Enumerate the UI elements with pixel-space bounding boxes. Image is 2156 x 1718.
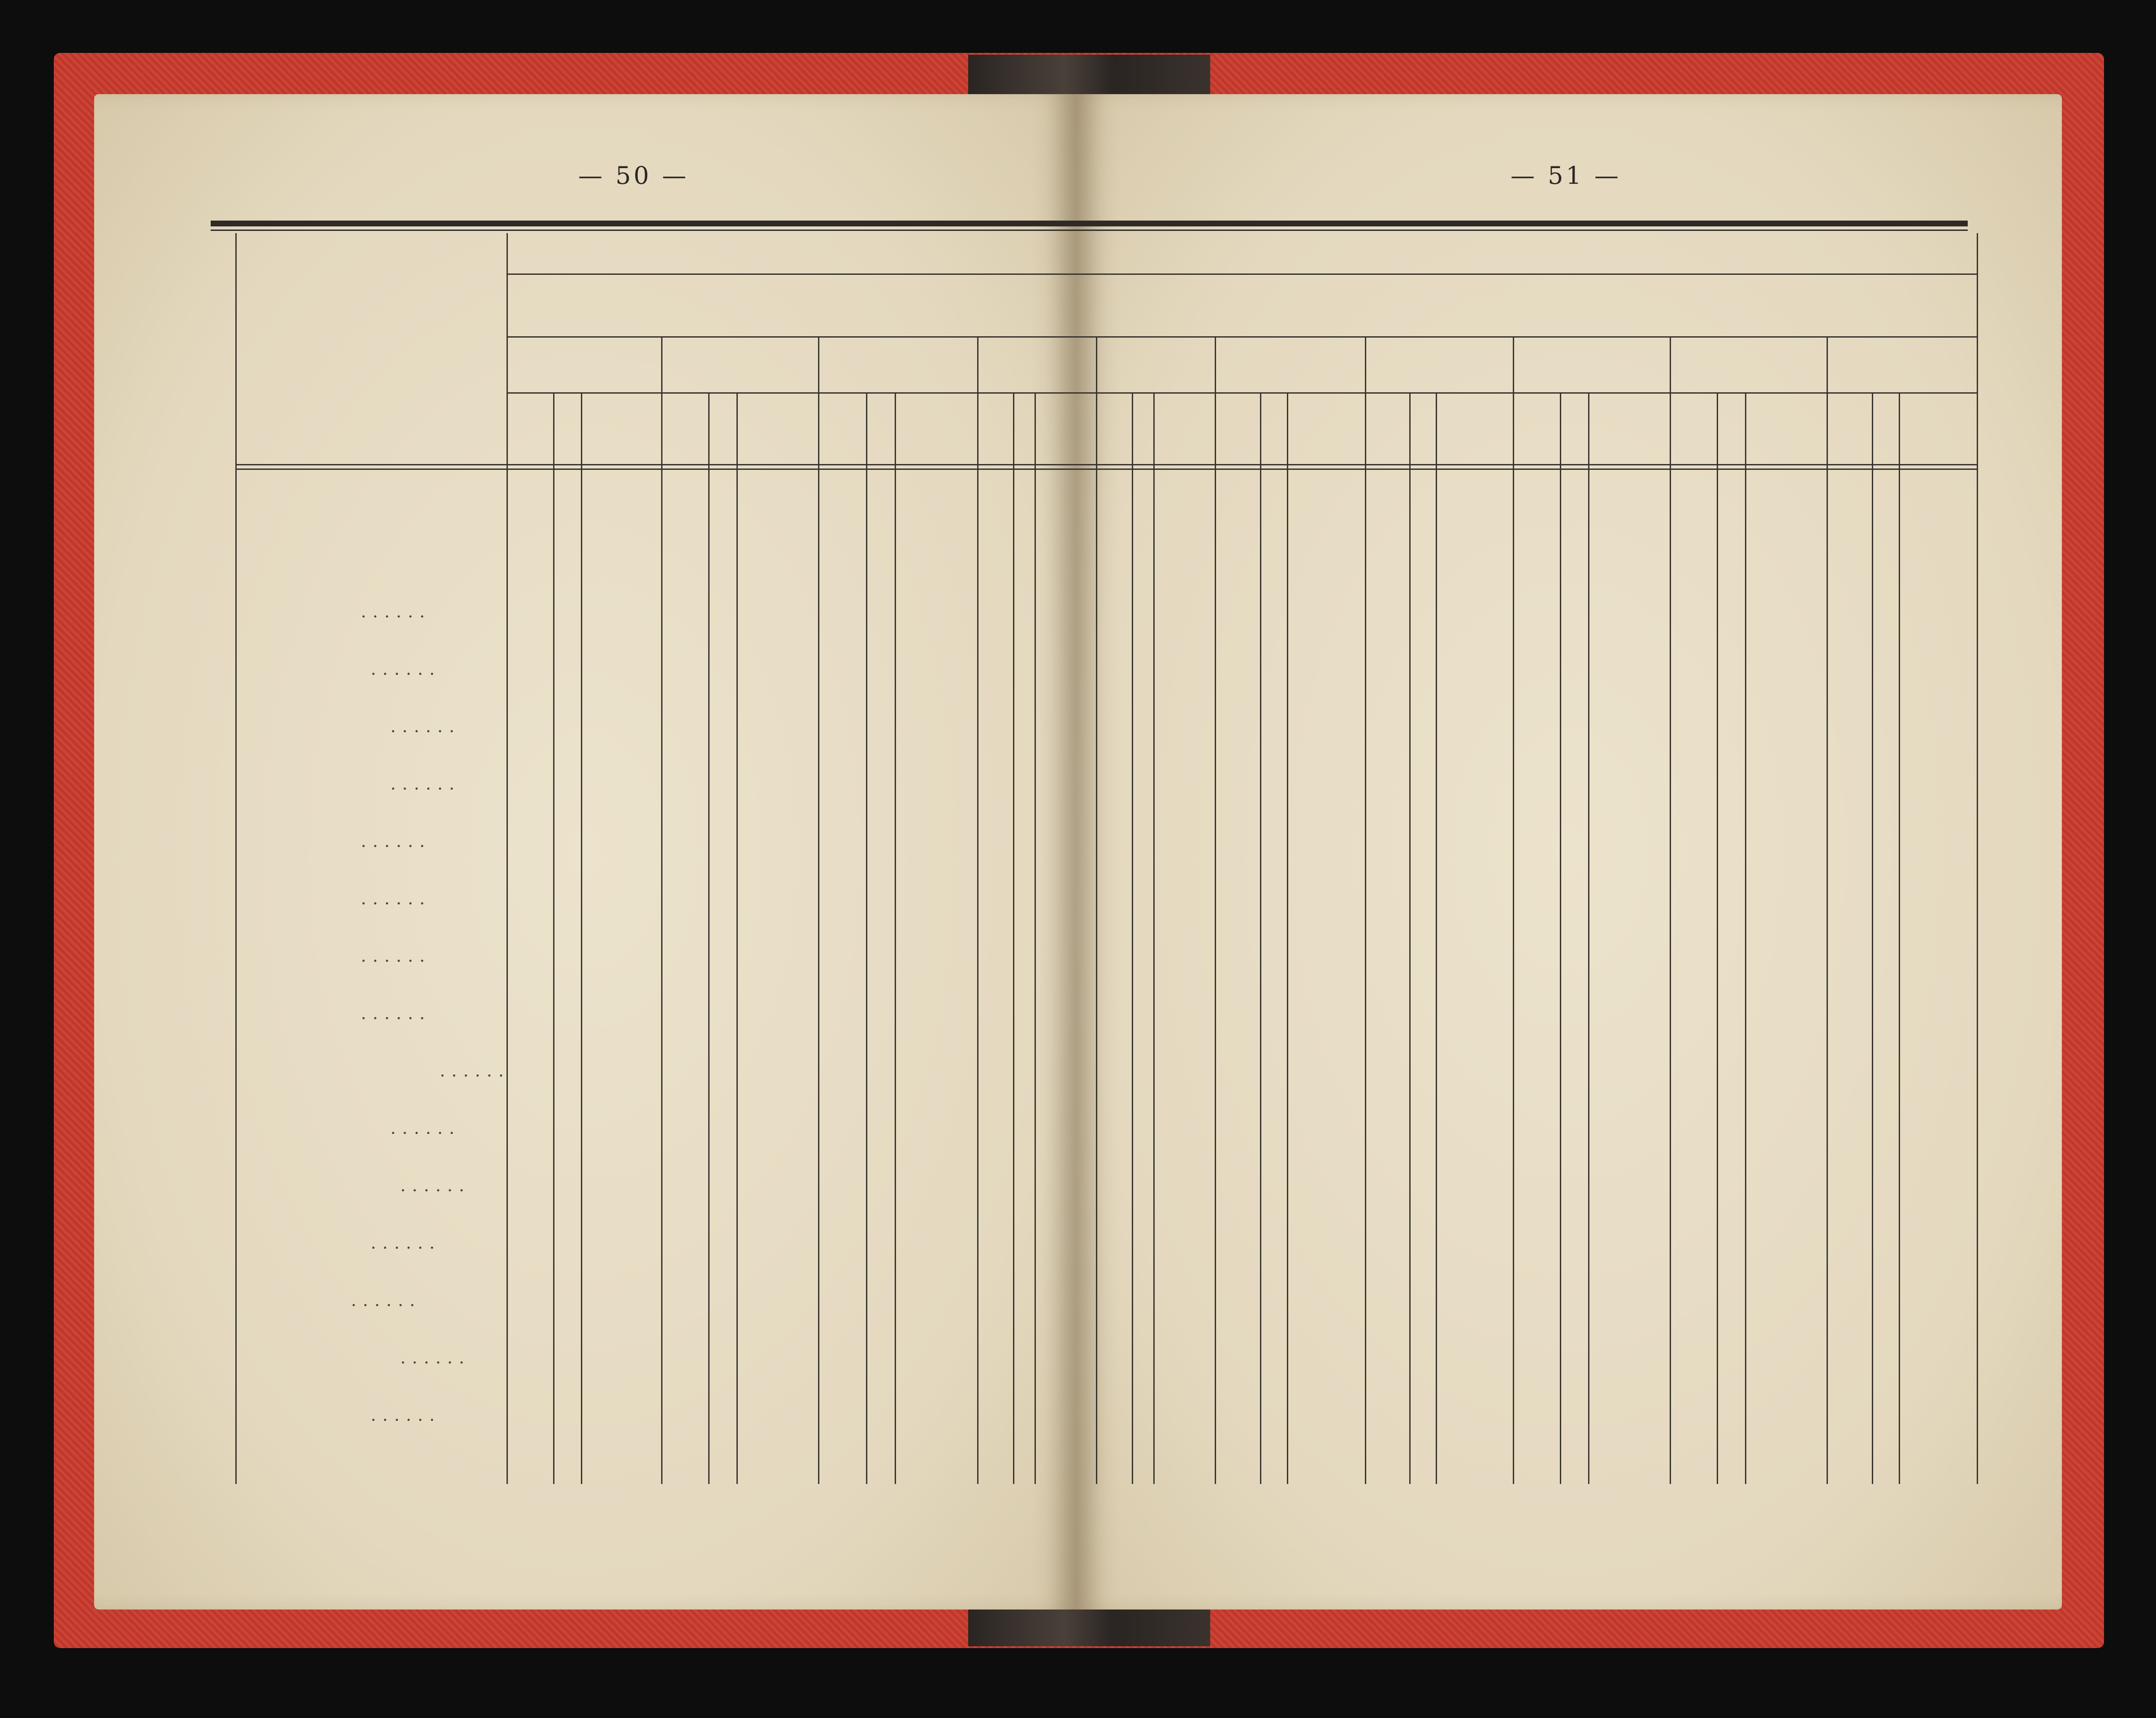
header-bottom-rule-2 (235, 469, 1977, 470)
title-divider (507, 273, 1977, 275)
subcol-divider (1872, 392, 1873, 1484)
top-rule-thin (211, 230, 1968, 231)
leader-dots: . . . . . . (361, 946, 425, 966)
leader-dots: . . . . . . (371, 1233, 435, 1253)
leader-dots: . . . . . . (361, 1003, 425, 1023)
leader-dots: . . . . . . (400, 1348, 465, 1367)
subcol-divider (1588, 392, 1589, 1484)
subcol-divider (895, 392, 896, 1484)
subcol-divider (1560, 392, 1561, 1484)
subcol-divider (708, 392, 710, 1484)
page-number-left: — 50 — (578, 161, 689, 190)
leader-dots: . . . . . . (390, 716, 455, 736)
subcol-divider (553, 392, 554, 1484)
leader-dots: . . . . . . (371, 659, 435, 679)
left-page (94, 94, 1076, 1610)
subcol-divider (1745, 392, 1746, 1484)
header-bottom-rule (235, 464, 1977, 465)
leader-dots: . . . . . . (361, 889, 425, 908)
subtitle-divider (507, 336, 1977, 338)
crop-col-divider (1365, 336, 1366, 1484)
subcol-divider (1287, 392, 1288, 1484)
leader-dots: . . . . . . (400, 1176, 465, 1195)
subcol-divider (1013, 392, 1014, 1484)
name-col-divider (507, 233, 508, 1484)
crop-col-divider (1670, 336, 1671, 1484)
crop-col-divider (1096, 336, 1097, 1484)
subcol-divider (1899, 392, 1900, 1484)
subcol-divider (1035, 392, 1036, 1484)
subcol-divider (736, 392, 738, 1484)
leader-dots: . . . . . . (390, 774, 455, 794)
crop-divider (507, 392, 1977, 394)
crop-col-divider (1513, 336, 1514, 1484)
leader-dots: . . . . . . (390, 1118, 455, 1138)
subcol-divider (1132, 392, 1133, 1484)
crop-col-divider (1215, 336, 1216, 1484)
subcol-divider (866, 392, 867, 1484)
subcol-divider (1436, 392, 1437, 1484)
leader-dots: . . . . . . (361, 831, 425, 851)
leader-dots: . . . . . . (371, 1405, 435, 1425)
subcol-divider (1717, 392, 1718, 1484)
crop-col-divider (977, 336, 978, 1484)
table-border-right (1977, 233, 1978, 1484)
top-rule (211, 221, 1968, 226)
subcol-divider (1153, 392, 1155, 1484)
leader-dots: . . . . . . (361, 602, 425, 621)
subcol-divider (1260, 392, 1261, 1484)
table-border-left (235, 233, 237, 1484)
subcol-divider (581, 392, 582, 1484)
leader-dots: . . . . . . (351, 1290, 416, 1310)
crop-col-divider (1827, 336, 1828, 1484)
right-page (1076, 94, 2062, 1610)
crop-col-divider (818, 336, 819, 1484)
crop-col-divider (661, 336, 662, 1484)
leader-dots: . . . . . . (440, 1061, 504, 1080)
page-number-right: — 51 — (1511, 161, 1622, 190)
subcol-divider (1409, 392, 1411, 1484)
